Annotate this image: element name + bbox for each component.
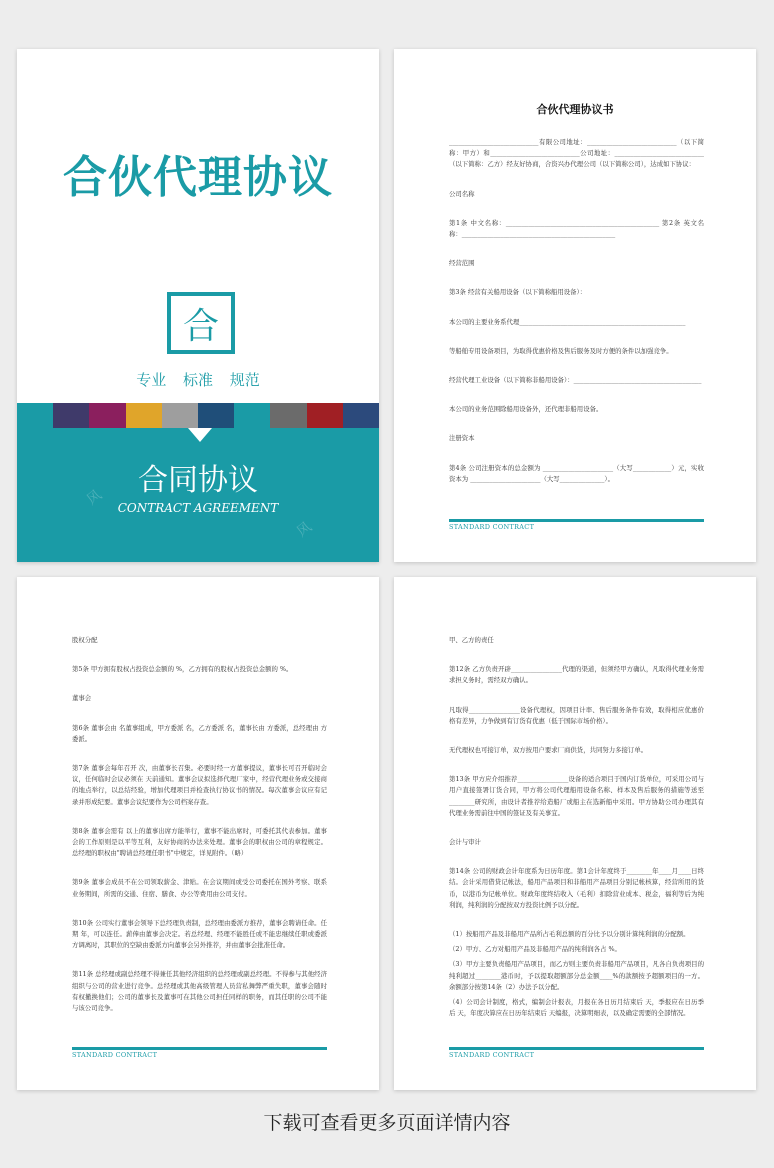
paragraph: 第9条 董事会成员不在公司领取薪金、津贴。在会议期间或受公司委托在国外考察、联系业务期间，所需的交通、住宿、膳食、办公等费用由公司支付。	[72, 878, 327, 898]
paragraph: 第4条 公司注册资本的总金额为 ______________________（大写____________）元，实收资本为 ______________________（大写______________）。	[449, 463, 704, 483]
paragraph: 第10条 公司实行董事会领导下总经理负责制，总经理由委派方推荐，董事会聘请任命。任期 年，可以连任。薪俸由董事会决定。若总经理、经理不能胜任或不能忠继续任职或委派方调离时，其职位的空缺由委派方向董事会另外推荐，并由董事会批准任命。	[72, 918, 327, 950]
paragraph: 第14条 公司的财政会计年度系为日历年度。第1会计年度终于________年____月____日终结。会计采用借贷记帐法，船用产品项目和非船用产品项目分别记帐核算，经营所用的货币，以港币为记帐单位。财政年度终结收入（毛利）扣除营业成本、税金，福利等后为纯利润，纯利润的分配按双方投资比例予以分配。	[449, 867, 704, 909]
paragraph: 无代理权也可接订单，双方按用户要求厂商供货，共同努力多接订单。	[449, 746, 648, 755]
paragraph: 等船舶专用设备项目，为取得优惠价格及售后服务及时方便的条件以加强竞争。	[449, 346, 673, 355]
cover-page	[17, 49, 379, 562]
cover-title: 合伙代理协议	[63, 152, 333, 203]
paragraph: 第6条 董事会由 名董事组成，甲方委派 名，乙方委派 名，董事长由 方委派，总经理由 方委派。	[72, 723, 327, 743]
footer-text: STANDARD CONTRACT	[449, 1051, 535, 1059]
watermark: 风	[84, 487, 106, 509]
color-stripe	[126, 403, 162, 428]
paragraph: 第8条 董事会需有 以上的董事出席方能举行，董事不能出席时，可委托其代表参加。董事会的工作原则是以平等互利，友好协商的办法来处理。董事会的职权由公司的章程规定。总经理的职权由"聘请总经理任职书"中规定，详见附件。（略）	[72, 826, 327, 858]
list-item: （2）甲方、乙方对船用产品及非船用产品的纯利润各占 %。	[449, 945, 621, 954]
paragraph: 第5条 甲方拥有股权占投资总金额的 %，乙方拥有的股权占投资总金额的 %。	[72, 665, 293, 674]
footer-text: STANDARD CONTRACT	[72, 1051, 158, 1059]
document-page-2	[17, 577, 379, 1090]
paragraph: 本公司的主要业务系代理____________________________________________________	[449, 317, 686, 326]
logo-char: 合	[182, 305, 219, 347]
paragraph: 本公司的业务范围除船用设备外，还代理非船用设备。	[449, 405, 603, 414]
color-stripe	[307, 403, 343, 428]
color-stripe	[270, 403, 306, 428]
footer-text: STANDARD CONTRACT	[449, 523, 535, 531]
footer-line	[449, 519, 704, 522]
color-stripe	[17, 403, 53, 428]
document-page-3	[394, 577, 756, 1090]
band-subtitle: CONTRACT AGREEMENT	[117, 501, 279, 515]
color-stripe	[343, 403, 379, 428]
page1-body	[449, 137, 704, 503]
paragraph: ____________________________有限公司地址：____________________________（以下简称：甲方）和____________________________公司地址：____________________________（以下简称：乙方）经友好协商，合资兴办代理公司（以下简称公司），达成如下协议：	[449, 138, 704, 169]
section-heading: 公司名称	[449, 189, 475, 198]
section-heading: 注册资本	[449, 434, 475, 443]
paragraph: 第3条 经营有关船用设备（以下简称船用设备）：	[449, 288, 587, 297]
paragraph: 第11条 总经理或副总经理不得兼任其他经济组织的总经理或副总经理。不得参与其他经济组织与公司的营业进行竞争。总经理或其他高级管理人员营私舞弊严重失职，董事会随时有权撤换他们；公司的董事长及董事可在其他公司担任同样的职务，而其任职的公司不能与该公司竞争。	[72, 970, 327, 1013]
watermark: 风	[294, 519, 316, 541]
footer-line	[449, 1047, 704, 1050]
download-caption: 下载可查看更多页面详情内容	[263, 1112, 511, 1134]
paragraph: 第12条 乙方负责开辟________________代理的渠道，但须经甲方确认，凡取得代理业务需求担义务时，需经双方确认。	[449, 665, 704, 685]
section-heading: 经营范围	[449, 259, 475, 268]
paragraph: 第13条 甲方应介绍推荐________________设备的适合项目于国内订货单位，可采用公司与用户直接签署订货合同，甲方将公司代理船用设备名称、样本及售后服务的措施等送至________研究所，由设计者推荐给造船厂或船主在选新船中采用。甲方协助公司办理其有代理业务需前往中国的签证及有关事宜。	[449, 775, 704, 817]
band-notch	[188, 428, 212, 442]
document-title: 合伙代理协议书	[536, 103, 614, 116]
footer-line	[72, 1047, 327, 1050]
band-title: 合同协议	[138, 463, 258, 498]
section-heading: 甲、乙方的责任	[449, 636, 494, 644]
color-stripe	[89, 403, 125, 428]
cover-slogan: 专业 标准 规范	[136, 371, 260, 389]
list-item: （3）甲方主要负责船用产品项目，而乙方则主要负责非船用产品项目，凡各自负责项目的纯利超过________港币时，予以提取超额部分总金额____%的款额按予超额项目的一方。余额部分按第14条（2）办法予以分配。	[449, 960, 704, 991]
section-heading: 董事会	[72, 694, 92, 703]
paragraph: 第1条 中文名称：________________________________________________ 第2条 英文名称：________________________________________________	[449, 218, 704, 239]
color-stripe	[162, 403, 198, 428]
paragraph: 第7条 董事会每年召开 次，由董事长召集。必要时经一方董事提议，董事长可召开临时会议，任何临时会议必须在 天前通知。董事会议拟选择代理厂家中，经营代理业务或交接商的地点举行，以总结经验，增加代理项目并检查执行协议书的情况。每次董事会议应有记录并形成纪要。董事会议纪要作为公司档案存查。	[72, 764, 327, 806]
section-heading: 会计与审计	[449, 838, 481, 847]
page2-body	[72, 635, 327, 1032]
section-heading: 股权分配	[72, 636, 98, 644]
paragraph: 经营代理工业设备（以下简称非船用设备）：________________________________________	[449, 376, 702, 385]
document-page-1	[394, 49, 756, 562]
logo-icon	[167, 292, 235, 354]
list-item: （1）按船用产品及非船用产品所占毛利总额的百分比予以分别计算纯利润的分配额。	[449, 930, 690, 939]
color-stripe	[234, 403, 270, 428]
paragraph: 凡取得________________设备代理权，因项目计率、售后服务条件有效，取得相应优惠价格有差异，力争做到有订货有优惠（低于国际市场价格）。	[449, 705, 704, 725]
color-stripe	[53, 403, 89, 428]
page3-body	[449, 635, 704, 1037]
list-item: （4）公司会计制度，格式，编制会计报表，月报在各日历月结束后 天，季报应在日历季后 天，年度决算应在日历年结束后 天编报，决算明细表，以及确定需要的全部情况。	[449, 998, 704, 1018]
color-stripes	[17, 403, 379, 428]
color-stripe	[198, 403, 234, 428]
